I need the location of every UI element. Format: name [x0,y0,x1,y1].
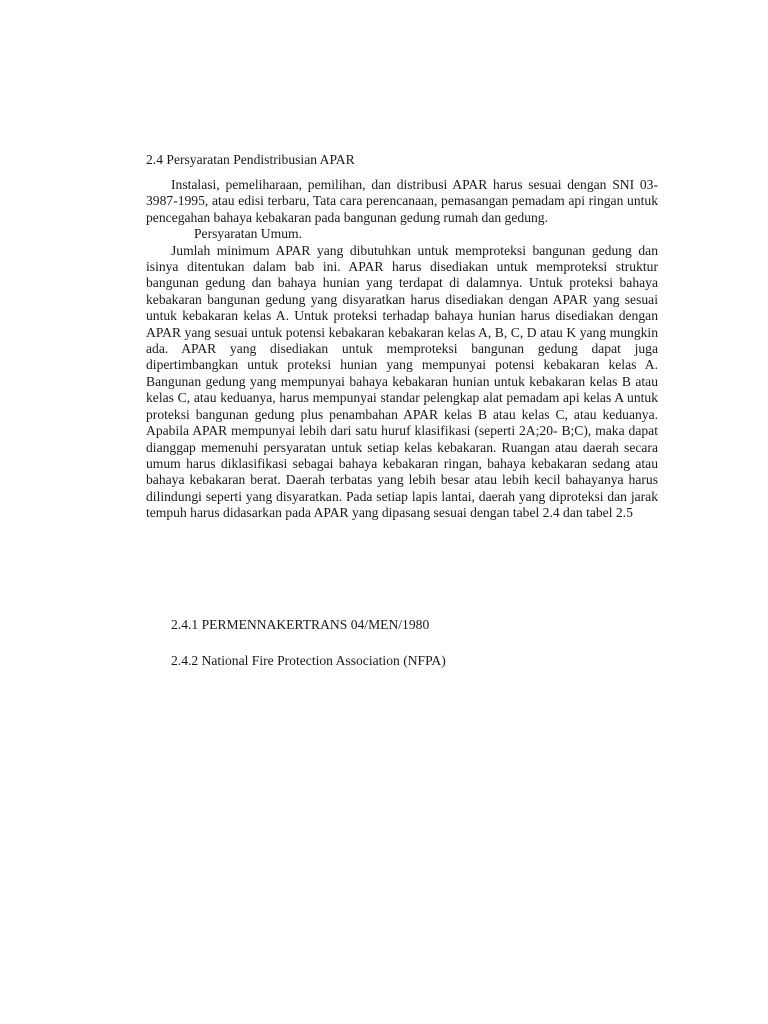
subsection-heading-nfpa: 2.4.2 National Fire Protection Association (NFPA) [171,653,446,668]
paragraph-minimum-apar: Jumlah minimum APAR yang dibutuhkan untuk memproteksi bangunan gedung dan isinya ditentukan dalam bab ini. APAR harus disediakan untuk memproteksi struktur bangunan gedung dan bahaya hunian yang terdapat di dalamnya. Untuk proteksi bahaya kebakaran bangunan gedung yang disyaratkan harus disediakan dengan APAR yang sesuai untuk kebakaran kelas A. Untuk proteksi terhadap bahaya hunian harus disediakan dengan APAR yang sesuai untuk potensi kebakaran kebakaran kelas A, B, C, D atau K yang mungkin ada. APAR yang disediakan untuk memproteksi bangunan gedung dapat juga dipertimbangkan untuk proteksi hunian yang mempunyai potensi kebakaran kelas A. Bangunan gedung yang mempunyai bahaya kebakaran hunian untuk kebakaran kelas B atau kelas C, atau keduanya, harus mempunyai standar pelengkap alat pemadam api kelas A untuk proteksi bangunan gedung plus penambahan APAR kelas B atau kelas C, atau keduanya. Apabila APAR mempunyai lebih dari satu huruf klasifikasi (seperti 2A;20- B;C), maka dapat dianggap memenuhi persyaratan untuk setiap kelas kebakaran. Ruangan atau daerah secara umum harus diklasifikasi sebagai bahaya kebakaran ringan, bahaya kebakaran sedang atau bahaya kebakaran berat. Daerah terbatas yang lebih besar atau lebih kecil bahayanya harus dilindungi seperti yang disyaratkan. Pada setiap lapis lantai, daerah yang diproteksi dan jarak tempuh harus didasarkan pada APAR yang dipasang sesuai dengan tabel 2.4 dan tabel 2.5 [146,242,658,521]
subsection-heading-permennakertrans: 2.4.1 PERMENNAKERTRANS 04/MEN/1980 [171,617,430,632]
document-body [146,177,658,522]
paragraph-installation: Instalasi, pemeliharaan, pemilihan, dan distribusi APAR harus sesuai dengan SNI 03-3987-1995, atau edisi terbaru, Tata cara perencanaan, pemasangan pemadam api ringan untuk pencegahan bahaya kebakaran pada bangunan gedung rumah dan gedung. [146,177,658,225]
subheading-general-requirements: Persyaratan Umum. [194,226,302,242]
section-heading: 2.4 Persyaratan Pendistribusian APAR [146,152,355,167]
